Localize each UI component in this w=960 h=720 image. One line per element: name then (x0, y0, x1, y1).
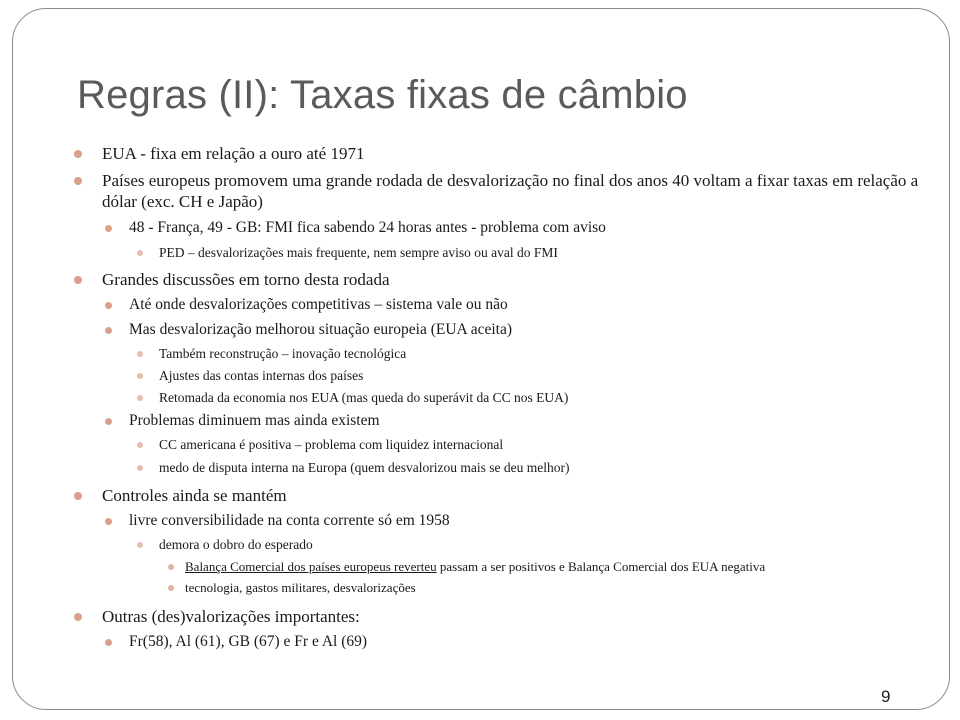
bullet-item (73, 320, 933, 340)
bullet-text: Também reconstrução – inovação tecnológica (159, 346, 407, 361)
bullet-text: CC americana é positiva – problema com liquidez internacional (159, 437, 504, 452)
bullet-item (73, 295, 933, 315)
slide-frame (12, 8, 950, 710)
bullet-icon (74, 177, 82, 185)
bullet-text: Mas desvalorização melhorou situação europeia (EUA aceita) (129, 321, 513, 338)
bullet-text: Grandes discussões em torno desta rodada (102, 270, 390, 289)
bullet-item (73, 389, 933, 407)
bullet-icon (105, 639, 112, 646)
bullet-icon (74, 276, 82, 284)
bullet-text: livre conversibilidade na conta corrente só em 1958 (129, 512, 450, 529)
bullet-item (73, 632, 933, 652)
bullet-icon (74, 150, 82, 158)
bullet-icon (105, 518, 112, 525)
bullet-icon (105, 302, 112, 309)
bullet-icon (168, 564, 174, 570)
bullet-text: Problemas diminuem mas ainda existem (129, 412, 380, 429)
bullet-item (73, 536, 933, 554)
bullet-text: Fr(58), Al (61), GB (67) e Fr e Al (69) (129, 633, 368, 650)
bullet-text: Retomada da economia nos EUA (mas queda do superávit da CC nos EUA) (159, 390, 569, 405)
slide-title: Regras (II): Taxas fixas de câmbio (77, 73, 688, 117)
bullet-list (73, 143, 933, 652)
bullet-item (73, 411, 933, 431)
bullet-icon (137, 465, 143, 471)
bullet-item (73, 269, 933, 290)
bullet-item (73, 218, 933, 238)
bullet-icon (137, 373, 143, 379)
bullet-text: tecnologia, gastos militares, desvalorizações (185, 580, 416, 595)
bullet-icon (74, 613, 82, 621)
bullet-icon (105, 225, 112, 232)
bullet-item (73, 511, 933, 531)
bullet-item (73, 367, 933, 385)
bullet-text: Controles ainda se mantém (102, 486, 287, 505)
bullet-item (73, 579, 933, 596)
bullet-item (73, 485, 933, 506)
bullet-icon (168, 585, 174, 591)
bullet-icon (137, 542, 143, 548)
bullet-item (73, 436, 933, 454)
bullet-item (73, 170, 933, 212)
bullet-icon (137, 395, 143, 401)
bullet-text: Até onde desvalorizações competitivas – sistema vale ou não (129, 296, 508, 313)
bullet-item (73, 558, 933, 575)
page-number: 9 (881, 687, 891, 706)
bullet-item (73, 459, 933, 477)
bullet-text: demora o dobro do esperado (159, 537, 313, 552)
bullet-text: medo de disputa interna na Europa (quem desvalorizou mais se deu melhor) (159, 460, 570, 475)
bullet-text: PED – desvalorizações mais frequente, nem sempre aviso ou aval do FMI (159, 245, 558, 260)
bullet-item (73, 143, 933, 164)
bullet-item (73, 345, 933, 363)
bullet-icon (105, 418, 112, 425)
bullet-text: Ajustes das contas internas dos países (159, 368, 364, 383)
bullet-text: Países europeus promovem uma grande rodada de desvalorização no final dos anos 40 voltam a fixar taxas em relação a dólar (exc. CH e Japão) (102, 171, 919, 211)
bullet-text: Outras (des)valorizações importantes: (102, 607, 360, 626)
bullet-text: EUA - fixa em relação a ouro até 1971 (102, 144, 365, 163)
bullet-icon (137, 442, 143, 448)
bullet-icon (137, 250, 143, 256)
bullet-icon (137, 351, 143, 357)
bullet-text: 48 - França, 49 - GB: FMI fica sabendo 24 horas antes - problema com aviso (129, 219, 606, 236)
bullet-underlined-text: Balança Comercial dos países europeus reverteu (185, 559, 437, 574)
bullet-icon (74, 492, 82, 500)
bullet-icon (105, 327, 112, 334)
bullet-item (73, 244, 933, 262)
bullet-item (73, 606, 933, 627)
bullet-text: passam a ser positivos e Balança Comercial dos EUA negativa (436, 559, 766, 574)
